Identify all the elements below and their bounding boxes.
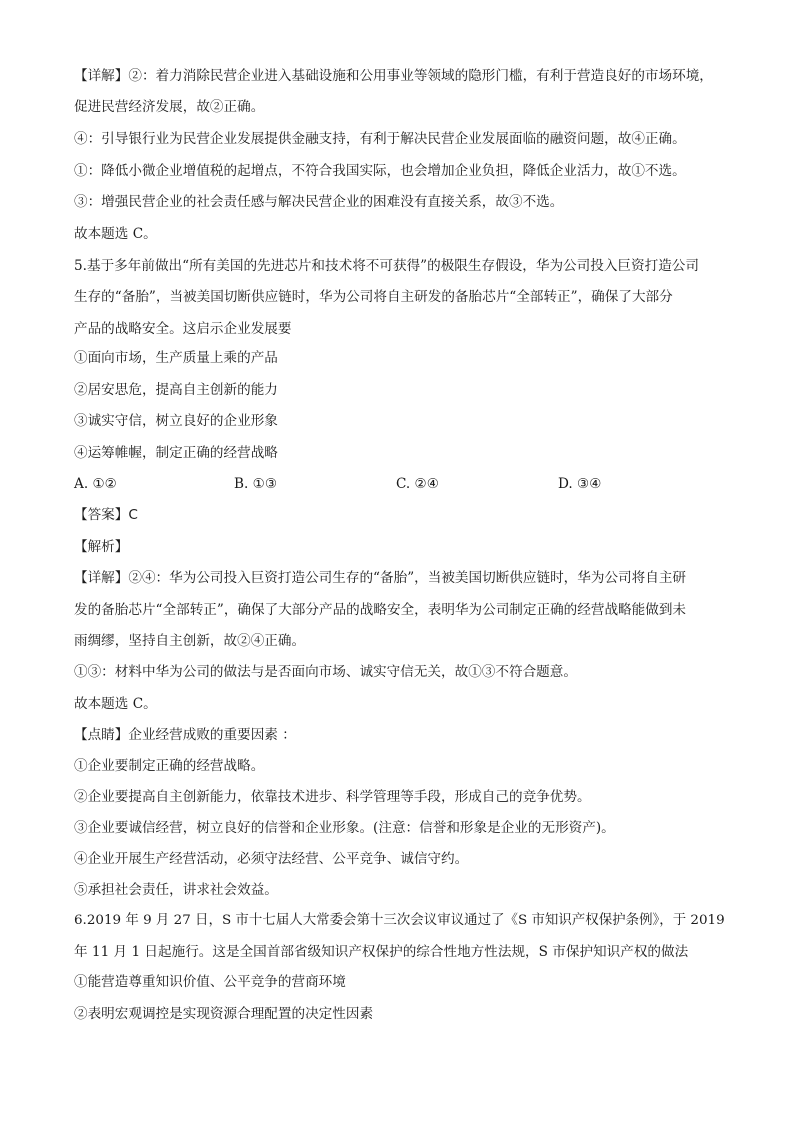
question-5-item: ④运筹帷幄，制定正确的经营战略	[74, 445, 278, 461]
question-5-item: ③诚实守信，树立良好的企业形象	[74, 413, 278, 429]
text-line: ①企业要制定正确的经营战略。	[74, 758, 265, 774]
text-line: 故本题选 C。	[74, 696, 157, 712]
text-line: ①③：材料中华为公司的做法与是否面向市场、诚实守信无关，故①③不符合题意。	[74, 664, 577, 680]
text-line: 【点睛】企业经营成败的重要因素 ：	[74, 727, 296, 743]
text-line: ⑤承担社会责任，讲求社会效益。	[74, 882, 278, 898]
option-d: D. ③④	[558, 476, 602, 492]
text-line: 发的备胎芯片“全部转正”，确保了大部分产品的战略安全，表明华为公司制定正确的经营战略能做到未	[74, 602, 687, 618]
text-line: 【详解】②④：华为公司投入巨资打造公司生存的“备胎”，当被美国切断供应链时，华为公司将自主研	[74, 570, 687, 586]
analysis-label: 【解析】	[74, 539, 129, 555]
question-5-stem: 生存的“备胎”，当被美国切断供应链时，华为公司将自主研发的备胎芯片“全部转正”，确保了大部分	[74, 289, 673, 305]
question-5-options	[74, 474, 734, 494]
question-6-stem: 年 11 月 1 日起施行。这是全国首部省级知识产权保护的综合性地方性法规，S 市保护知识产权的做法	[74, 944, 689, 960]
option-a: A. ①②	[74, 476, 117, 492]
text-line: 促进民营经济发展，故②正确。	[74, 99, 265, 115]
text-line: ②企业要提高自主创新能力，依靠技术进步、科学管理等手段，形成自己的竞争优势。	[74, 789, 591, 805]
text-line: ③企业要诚信经营，树立良好的信誉和企业形象。(注意：信誉和形象是企业的无形资产)。	[74, 820, 615, 836]
option-c: C. ②④	[396, 476, 439, 492]
question-5-stem: 5.基于多年前做出“所有美国的先进芯片和技术将不可获得”的极限生存假设，华为公司投入巨资打造公司	[74, 258, 699, 274]
question-5-stem: 产品的战略安全。这启示企业发展要	[74, 321, 292, 337]
answer-label: 【答案】C	[74, 507, 138, 523]
question-6-stem: 6.2019 年 9 月 27 日，S 市十七届人大常委会第十三次会议审议通过了《S 市知识产权保护条例》，于 2019	[74, 913, 725, 928]
text-line: 雨绸缪，坚持自主创新，故②④正确。	[74, 633, 306, 649]
text-line: ④：引导银行业为民营企业发展提供金融支持，有利于解决民营企业发展面临的融资问题，故④正确。	[74, 131, 686, 147]
text-line: ①：降低小微企业增值税的起增点，不符合我国实际，也会增加企业负担，降低企业活力，故①不选。	[74, 163, 686, 179]
text-line: ③：增强民营企业的社会责任感与解决民营企业的困难没有直接关系，故③不选。	[74, 194, 564, 210]
text-line: ④企业开展生产经营活动，必须守法经营、公平竞争、诚信守约。	[74, 851, 469, 867]
question-5-item: ②居安思危，提高自主创新的能力	[74, 382, 278, 398]
text-line: 故本题选 C。	[74, 226, 157, 242]
question-5-item: ①面向市场，生产质量上乘的产品	[74, 350, 278, 366]
question-6-item: ①能营造尊重知识价值、公平竞争的营商环境	[74, 974, 346, 990]
question-6-item: ②表明宏观调控是实现资源合理配置的决定性因素	[74, 1006, 374, 1022]
text-line: 【详解】②：着力消除民营企业进入基础设施和公用事业等领域的隐形门槛，有利于营造良好的市场环境，	[74, 68, 713, 84]
option-b: B. ①③	[234, 476, 278, 492]
